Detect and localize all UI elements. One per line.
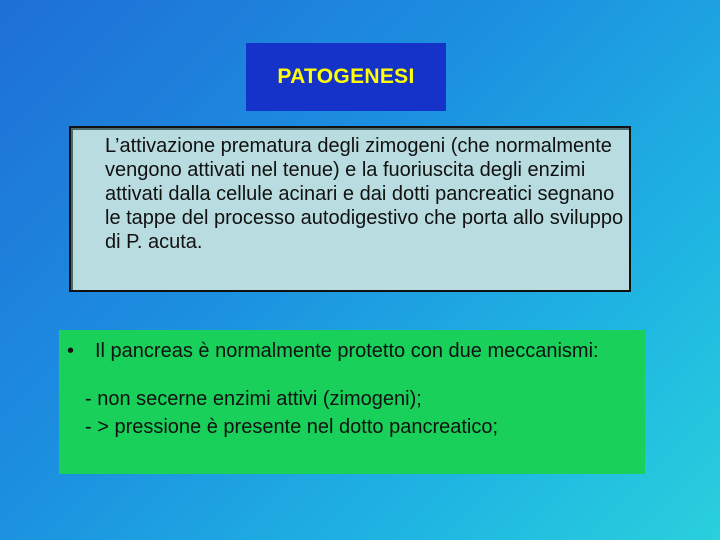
- sub-item-2: - > pressione è presente nel dotto pancreatico;: [85, 416, 499, 438]
- sub-item-1: - non secerne enzimi attivi (zimogeni);: [85, 388, 422, 410]
- slide-title: PATOGENESI: [277, 65, 415, 88]
- description-text: L’attivazione prematura degli zimogeni (che normalmente vengono attivati nel tenue) e la fuoriuscita degli enzimi attivati dalla cellule acinari e dai dotti pancreatici segnano le tappe del processo autodigestivo che porta allo sviluppo di P. acuta.: [105, 135, 624, 253]
- title-box: [246, 43, 446, 111]
- bullet-text: Il pancreas è normalmente protetto con due meccanismi:: [95, 340, 599, 362]
- bullet-marker: •: [67, 340, 75, 362]
- mechanisms-box: [59, 330, 645, 474]
- description-box: [69, 126, 631, 292]
